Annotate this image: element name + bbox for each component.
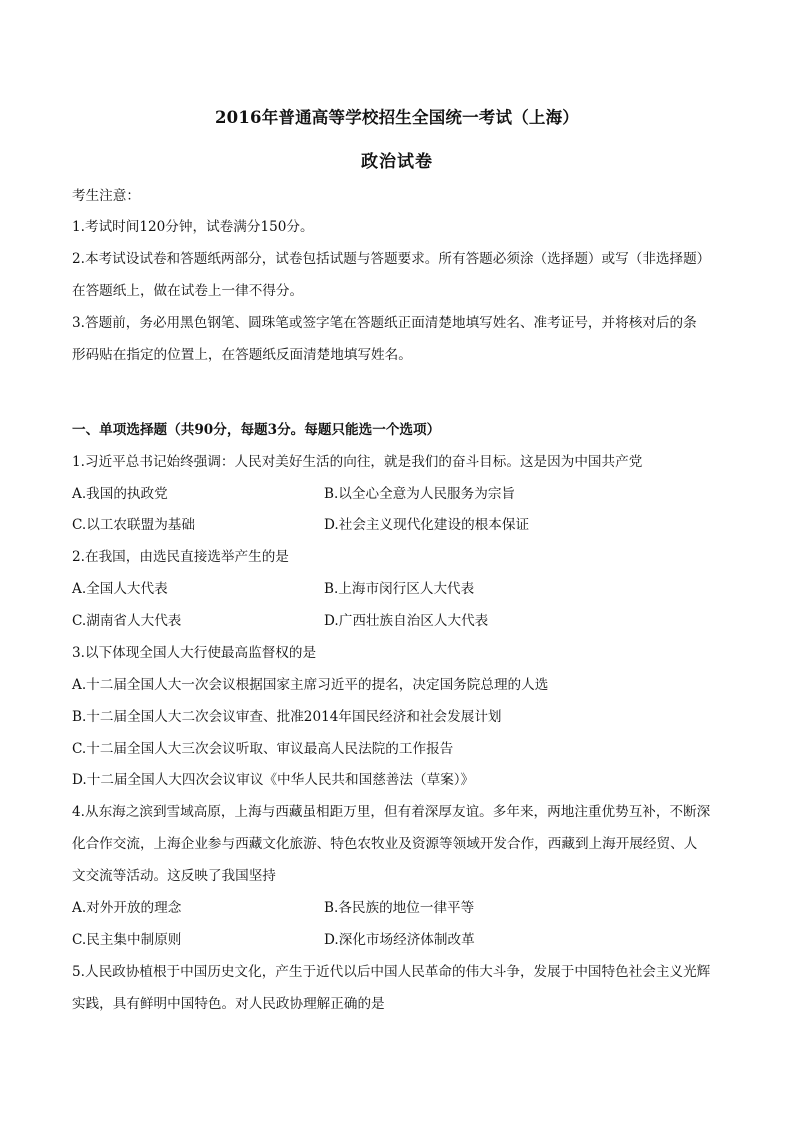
question-1-option-b: B.以全心全意为人民服务为宗旨 [324, 486, 516, 502]
question-3-option-b: B.十二届全国人大二次会议审查、批准2014年国民经济和社会发展计划 [72, 709, 502, 725]
question-4-option-c: C.民主集中制原则 [72, 932, 182, 948]
question-4-stem-line-1: 4.从东海之滨到雪域高原，上海与西藏虽相距万里，但有着深厚友谊。多年来，两地注重优势互补，不断深 [72, 804, 711, 820]
question-4-option-b: B.各民族的地位一律平等 [324, 900, 475, 916]
notice-item-3-line-1: 3.答题前，务必用黑色钢笔、圆珠笔或签字笔在答题纸正面清楚地填写姓名、准考证号，并将核对后的条 [72, 315, 697, 331]
question-5-stem-line-2: 实践，具有鲜明中国特色。对人民政协理解正确的是 [72, 996, 385, 1012]
question-4-option-d: D.深化市场经济体制改革 [324, 932, 475, 948]
question-2-option-a: A.全国人大代表 [72, 581, 168, 597]
question-3-option-d: D.十二届全国人大四次会议审议《中华人民共和国慈善法（草案）》 [72, 772, 475, 788]
question-2-option-c: C.湖南省人大代表 [72, 613, 182, 629]
question-2-option-d: D.广西壮族自治区人大代表 [324, 613, 489, 629]
notice-item-2-line-1: 2.本考试设试卷和答题纸两部分，试卷包括试题与答题要求。所有答题必须涂（选择题）或写（非选择题） [72, 251, 711, 267]
exam-subtitle: 政治试卷 [361, 152, 433, 172]
notice-heading: 考生注意： [72, 188, 140, 204]
question-3-option-a: A.十二届全国人大一次会议根据国家主席习近平的提名，决定国务院总理的人选 [72, 677, 549, 693]
exam-title: 2016年普通高等学校招生全国统一考试（上海） [214, 108, 580, 127]
question-4-stem-line-3: 文交流等活动。这反映了我国坚持 [72, 868, 276, 884]
question-1-option-d: D.社会主义现代化建设的根本保证 [324, 517, 530, 533]
notice-item-3-line-2: 形码贴在指定的位置上，在答题纸反面清楚地填写姓名。 [72, 347, 412, 363]
section-1-heading: 一、单项选择题（共90分，每题3分。每题只能选一个选项） [72, 422, 441, 438]
question-5-stem-line-1: 5.人民政协植根于中国历史文化，产生于近代以后中国人民革命的伟大斗争，发展于中国特色社会主义光辉 [72, 964, 711, 980]
question-4-stem-line-2: 化合作交流，上海企业参与西藏文化旅游、特色农牧业及资源等领域开发合作，西藏到上海开展经贸、人 [72, 836, 698, 852]
question-3-option-c: C.十二届全国人大三次会议听取、审议最高人民法院的工作报告 [72, 741, 454, 757]
question-1-option-c: C.以工农联盟为基础 [72, 517, 195, 533]
question-3-stem: 3.以下体现全国人大行使最高监督权的是 [72, 645, 317, 661]
question-4-option-a: A.对外开放的理念 [72, 900, 182, 916]
notice-item-2-line-2: 在答题纸上，做在试卷上一律不得分。 [72, 283, 304, 299]
question-2-option-b: B.上海市闵行区人大代表 [324, 581, 475, 597]
question-2-stem: 2.在我国，由选民直接选举产生的是 [72, 549, 289, 565]
question-1-option-a: A.我国的执政党 [72, 486, 168, 502]
notice-item-1: 1.考试时间120分钟，试卷满分150分。 [72, 219, 314, 235]
question-1-stem: 1.习近平总书记始终强调：人民对美好生活的向往，就是我们的奋斗目标。这是因为中国共产党 [72, 454, 643, 470]
